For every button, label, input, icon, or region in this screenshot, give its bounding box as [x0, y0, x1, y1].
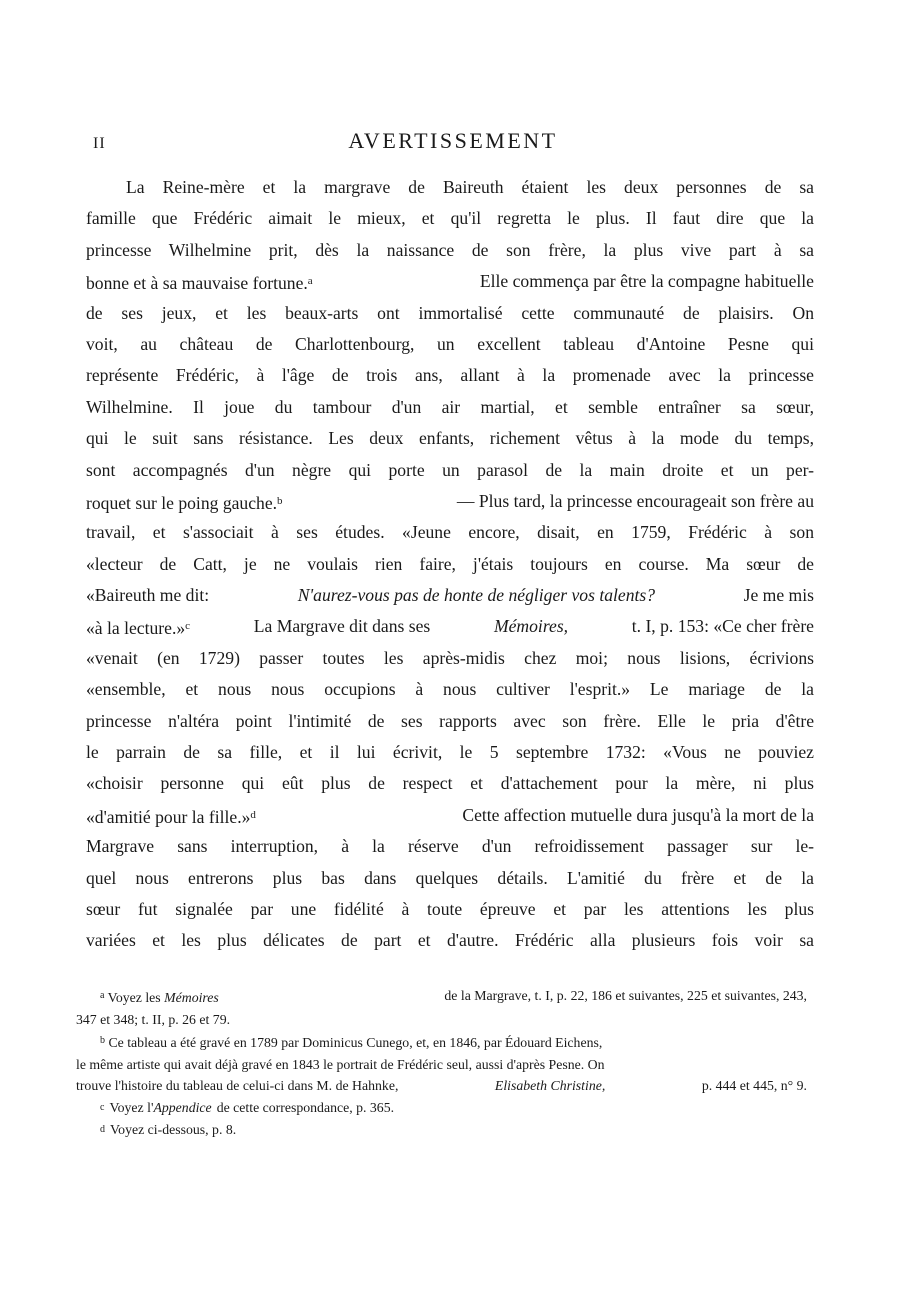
text-line: [86, 486, 814, 517]
text-line: [86, 580, 814, 611]
text-line: Wilhelmine. Il joue du tambour d'un air martial, et semble entraîner sa sœur,: [86, 396, 814, 417]
text-line: princesse n'altéra point l'intimité de ses rapports avec son frère. Elle le pria d'être: [86, 710, 814, 731]
footnote-mark: b: [100, 1035, 105, 1047]
footnote-italic: Elisabeth Christine,: [494, 1078, 606, 1094]
footnote-text: Voyez les: [107, 990, 161, 1005]
footnote-b-cont: [76, 1054, 807, 1076]
text-line: voit, au château de Charlottenbourg, un excellent tableau d'Antoine Pesne qui: [86, 333, 814, 354]
text-line: le parrain de sa fille, et il lui écrivit, le 5 septembre 1732: «Vous ne pouviez: [86, 742, 814, 763]
footnote-text: le même artiste qui avait déjà gravé en 1843 le portrait de Frédéric seul, aussi d'après Pesne. On: [76, 1056, 605, 1072]
text-line: «lecteur de Catt, je ne voulais rien faire, j'étais toujours en course. Ma sœur de: [86, 553, 814, 574]
footnote-marker-a[interactable]: a: [307, 275, 313, 288]
page-number: II: [93, 135, 106, 152]
footnote-mark: d: [100, 1123, 105, 1135]
running-title: AVERTISSEMENT: [348, 128, 558, 153]
footnote-italic: Mémoires: [164, 990, 219, 1005]
footnote-b: [76, 1030, 807, 1054]
footnote-marker-c[interactable]: c: [185, 620, 191, 633]
text-fragment: Cette affection mutuelle dura jusqu'à la mort de la: [462, 804, 814, 825]
main-text: [86, 172, 814, 957]
text-line: La Reine-mère et la margrave de Baireuth étaient les deux personnes de sa: [126, 177, 814, 197]
text-line: de ses jeux, et les beaux-arts ont immortalisé cette communauté de plaisirs. On: [86, 302, 814, 323]
text-line: sœur fut signalée par une fidélité à toute épreuve et par les attentions les plus: [86, 898, 814, 919]
footnote-d: [76, 1119, 807, 1141]
text-line: variées et les plus délicates de part et d'autre. Frédéric alla plusieurs fois voir sa: [86, 930, 814, 951]
footnotes: [76, 985, 807, 1140]
text-fragment: bonne et à sa mauvaise fortune.: [86, 273, 308, 294]
text-fragment: Elle commença par être la compagne habituelle: [479, 271, 814, 292]
footnote-text: 347 et 348; t. II, p. 26 et 79.: [76, 1011, 231, 1027]
footnote-a: [76, 985, 807, 1009]
text-line: sont accompagnés d'un nègre qui porte un parasol de la main droite et un per-: [86, 459, 814, 480]
footnote-mark: a: [100, 990, 105, 1001]
text-line: «ensemble, et nous nous occupions à nous cultiver l'esprit.» Le mariage de la: [86, 679, 814, 700]
footnote-text: trouve l'histoire du tableau de celui-ci dans M. de Hahnke,: [76, 1078, 399, 1094]
text-fragment: «d'amitié pour la fille.»: [86, 806, 251, 827]
text-fragment: «Baireuth me dit:: [86, 585, 210, 606]
footnote-italic: Appendice: [153, 1099, 212, 1115]
footnote-text: de la Margrave, t. I, p. 22, 186 et suivantes, 225 et suivantes, 243,: [444, 988, 807, 1003]
text-fragment: roquet sur le poing gauche.: [86, 492, 278, 513]
footnote-text: de cette correspondance, p. 365.: [216, 1099, 395, 1115]
footnote-b-cont: [76, 1075, 807, 1097]
footnote-marker-d[interactable]: d: [250, 808, 256, 821]
footnote-mark: c: [100, 1101, 105, 1113]
text-line: «choisir personne qui eût plus de respect et d'attachement pour la mère, ni plus: [86, 773, 814, 794]
text-fragment: Je me mis: [743, 585, 814, 606]
text-line: [86, 266, 814, 297]
footnote-text: p. 444 et 445, n° 9.: [701, 1078, 807, 1094]
text-line: représente Frédéric, à l'âge de trois ans, allant à la promenade avec la princesse: [86, 365, 814, 386]
text-line: famille que Frédéric aimait le mieux, et qu'il regretta le plus. Il faut dire que la: [86, 208, 814, 229]
footnote-a-cont: [76, 1009, 807, 1031]
footnote-text: Voyez l': [109, 1099, 154, 1115]
text-line: «venait (en 1729) passer toutes les après-midis chez moi; nous lisions, écrivions: [86, 647, 814, 668]
footnote-text: Ce tableau a été gravé en 1789 par Dominicus Cunego, et, en 1846, par Édouard Eichens,: [108, 1035, 603, 1051]
footnote-text: Voyez ci-dessous, p. 8.: [110, 1121, 237, 1137]
text-line: quel nous entrerons plus bas dans quelques détails. L'amitié du frère et de la: [86, 867, 814, 888]
footnote-c: [76, 1097, 807, 1119]
text-line: [86, 611, 814, 642]
text-fragment: t. I, p. 153: «Ce cher frère: [631, 616, 814, 637]
italic-quote: N'aurez-vous pas de honte de négliger vos talents?: [297, 585, 656, 606]
text-line: Margrave sans interruption, à la réserve d'un refroidissement passager sur le-: [86, 836, 814, 857]
text-fragment: — Plus tard, la princesse encourageait son frère au: [456, 490, 814, 511]
text-line: qui le suit sans résistance. Les deux enfants, richement vêtus à la mode du temps,: [86, 428, 814, 449]
text-fragment: «à la lecture.»: [86, 618, 186, 639]
text-line: travail, et s'associait à ses études. «Jeune encore, disait, en 1759, Frédéric à son: [86, 522, 814, 543]
text-line: [86, 800, 814, 831]
footnote-marker-b[interactable]: b: [277, 494, 283, 507]
text-fragment: La Margrave dit dans ses: [253, 616, 431, 637]
italic-title: Mémoires,: [493, 616, 569, 637]
text-line: princesse Wilhelmine prit, dès la naissance de son frère, la plus vive part à sa: [86, 239, 814, 260]
